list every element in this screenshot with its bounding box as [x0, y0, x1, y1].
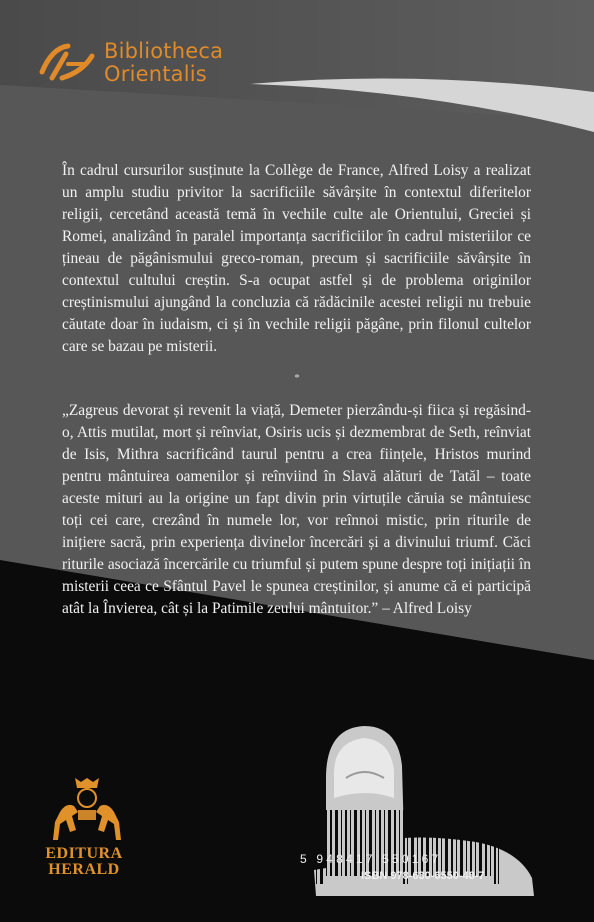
- publisher-name-line1: EDITURA: [45, 845, 123, 862]
- separator-asterisk: *: [294, 372, 300, 384]
- publisher-name: [38, 846, 130, 878]
- publisher-name-line2: HERALD: [48, 861, 120, 878]
- bo-monogram-icon: [38, 42, 98, 82]
- quote-attribution: – Alfred Loisy: [378, 600, 472, 617]
- isbn-number: ISBN 978-630-6550-48-7: [361, 870, 485, 882]
- quote-paragraph: [62, 400, 531, 620]
- quote-text: „Zagreus devorat și revenit la viață, Demeter pierzându-și fiica și regăsind-o, Attis mutilat, mort și reînviat, Osiris ucis și dezmembrat de Seth, reînviat de Isis, Mithra sacrificând taurul pentru a crea ființele, Hristos murind pentru mântuirea oamenilor și reînviind în Slavă alături de Tatăl – toate aceste mituri au la origine un fapt divin prin virtuțile căruia se mântuiesc toți cei care, crezând în numele lor, vor reînnoi mistic, prin riturile de inițiere sacră, prin experiența divinelor încercări și a divinului triumf. Căci riturile asociază încercările cu triumful și putem spune despre toți inițiații în misterii ceea ce Sfântul Pavel le spunea creștinilor, și anume că ei participă atât la Învierea, cât și la Patimile zeului mântuitor.”: [62, 402, 531, 617]
- series-name: [104, 40, 223, 86]
- series-logo: [38, 36, 278, 96]
- series-name-line1: Bibliotheca: [104, 39, 224, 63]
- barcode-digits: 5 948417 550167: [300, 852, 442, 866]
- series-name-line2: Orientalis: [104, 62, 207, 86]
- blurb-paragraph: În cadrul cursurilor susținute la Collège de France, Alfred Loisy a realizat un amplu studiu privitor la sacrificiile săvârșite în contextul diferitelor religii, cercetând această temă în vechile culte ale Orientului, Greciei și Romei, analizând în paralel importanța sacrificiilor în cadrul misteriilor ce țineau de păgânismului greco-roman, precum și sacrificiile săvârșite în contextul cultului creștin. S-a ocupat astfel și de problema originilor creștinismului ajungând la concluzia că rădăcinile acestei religii nu trebuie căutate doar în iudaism, ci și în vechile religii păgâne, prin filonul cultelor care se bazau pe misterii.: [62, 162, 531, 355]
